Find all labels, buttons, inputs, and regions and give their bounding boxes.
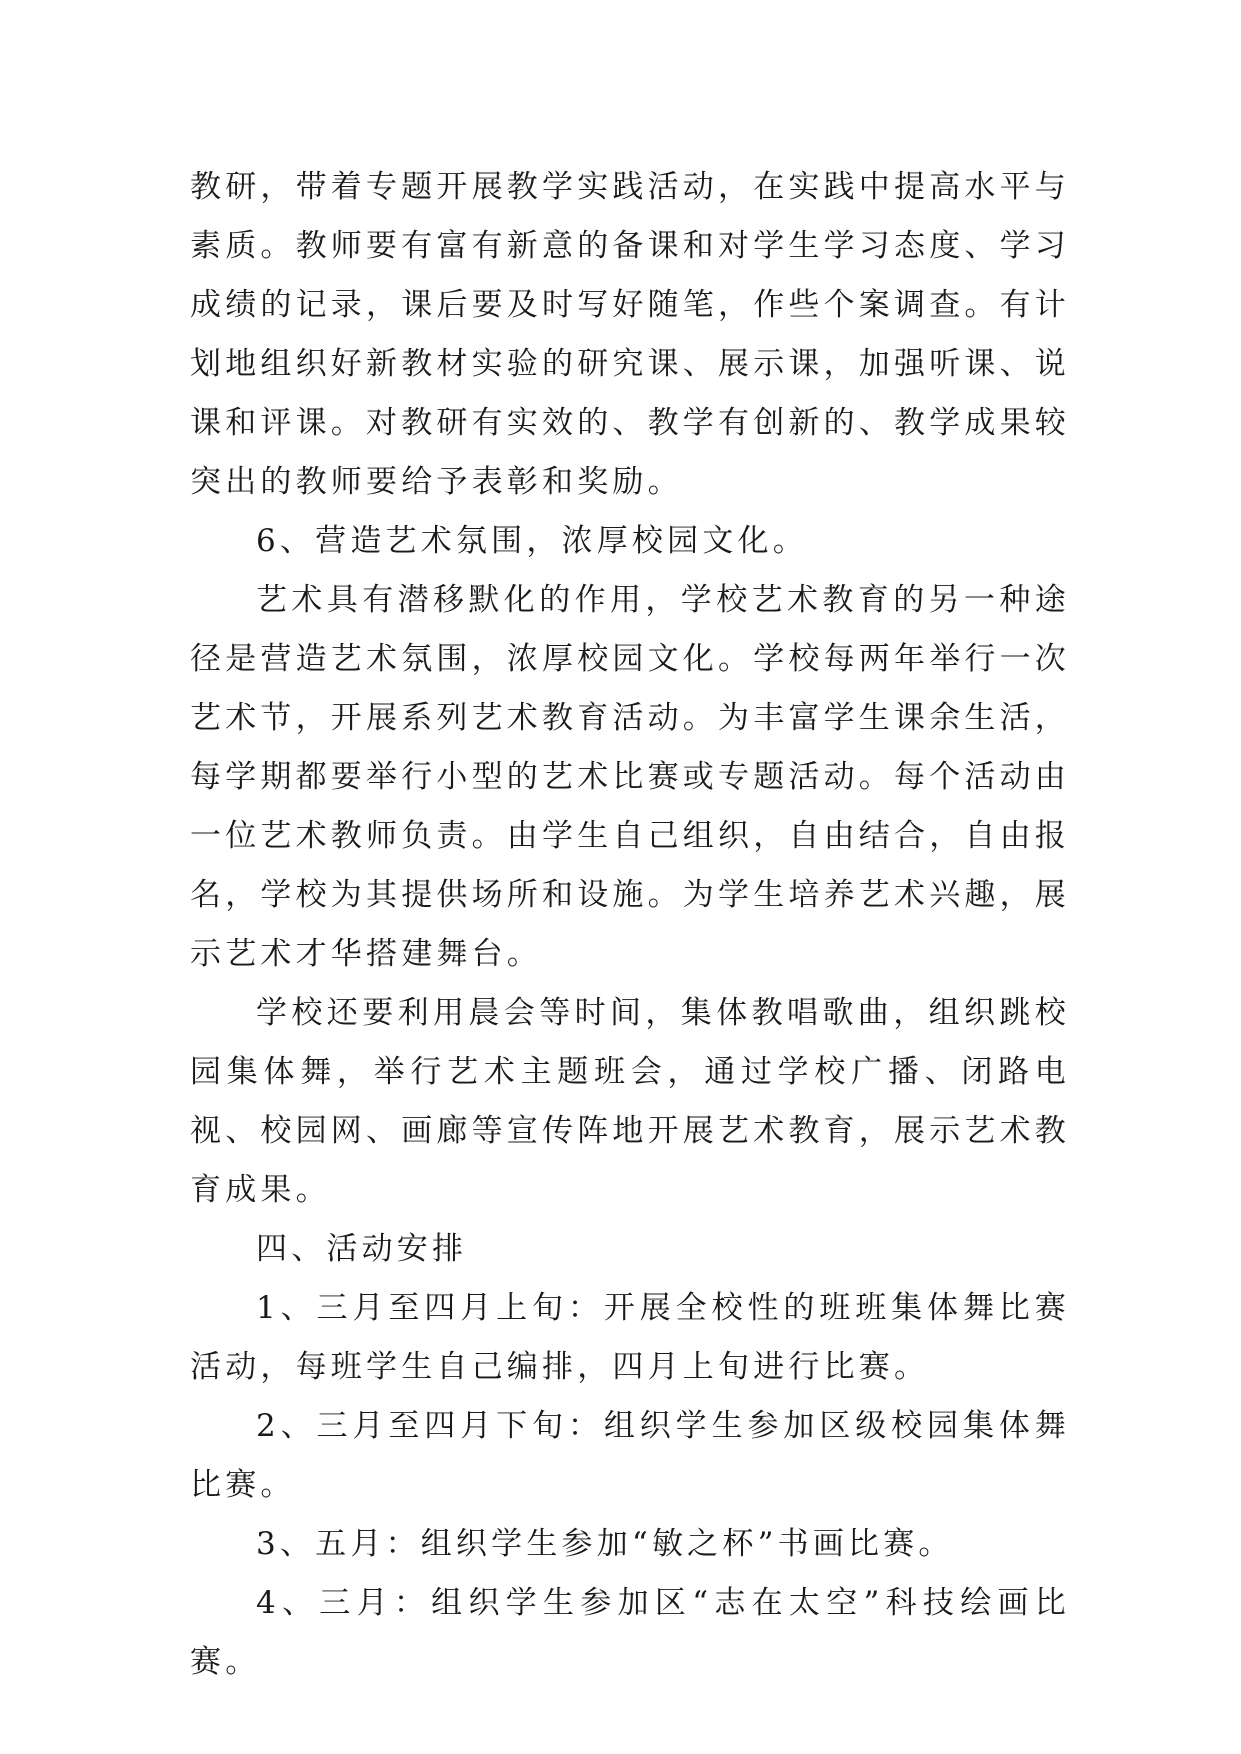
heading-art-atmosphere: 6、营造艺术氛围，浓厚校园文化。 (256, 523, 808, 559)
activity-item-4: 4、三月：组织学生参加区“志在太空”科技绘画比赛。 (190, 1585, 1070, 1680)
paragraph-art-atmosphere: 艺术具有潜移默化的作用，学校艺术教育的另一种途径是营造艺术氛围，浓厚校园文化。学校每两年举行一次艺术节，开展系列艺术教育活动。为丰富学生课余生活，每学期都要举行小型的艺术比赛或专题活动。每个活动由一位艺术教师负责。由学生自己组织，自由结合，自由报名，学校为其提供场所和设施。为学生培养艺术兴趣，展示艺术才华搭建舞台。 (190, 582, 1070, 972)
activity-item-2: 2、三月至四月下旬：组织学生参加区级校园集体舞比赛。 (190, 1408, 1070, 1503)
paragraph-morning-assembly: 学校还要利用晨会等时间，集体教唱歌曲，组织跳校园集体舞，举行艺术主题班会，通过学校广播、闭路电视、校园网、画廊等宣传阵地开展艺术教育，展示艺术教育成果。 (190, 995, 1070, 1208)
heading-activity-arrangement: 四、活动安排 (256, 1231, 468, 1267)
activity-item-1: 1、三月至四月上旬：开展全校性的班班集体舞比赛活动，每班学生自己编排，四月上旬进行比赛。 (190, 1290, 1070, 1385)
paragraph-teaching-research-continued: 教研，带着专题开展教学实践活动，在实践中提高水平与素质。教师要有富有新意的备课和对学生学习态度、学习成绩的记录，课后要及时写好随笔，作些个案调查。有计划地组织好新教材实验的研究课、展示课，加强听课、说课和评课。对教研有实效的、教学有创新的、教学成果较突出的教师要给予表彰和奖励。 (190, 169, 1070, 500)
activity-item-3: 3、五月：组织学生参加“敏之杯”书画比赛。 (256, 1526, 954, 1562)
document-body (190, 158, 1070, 1692)
